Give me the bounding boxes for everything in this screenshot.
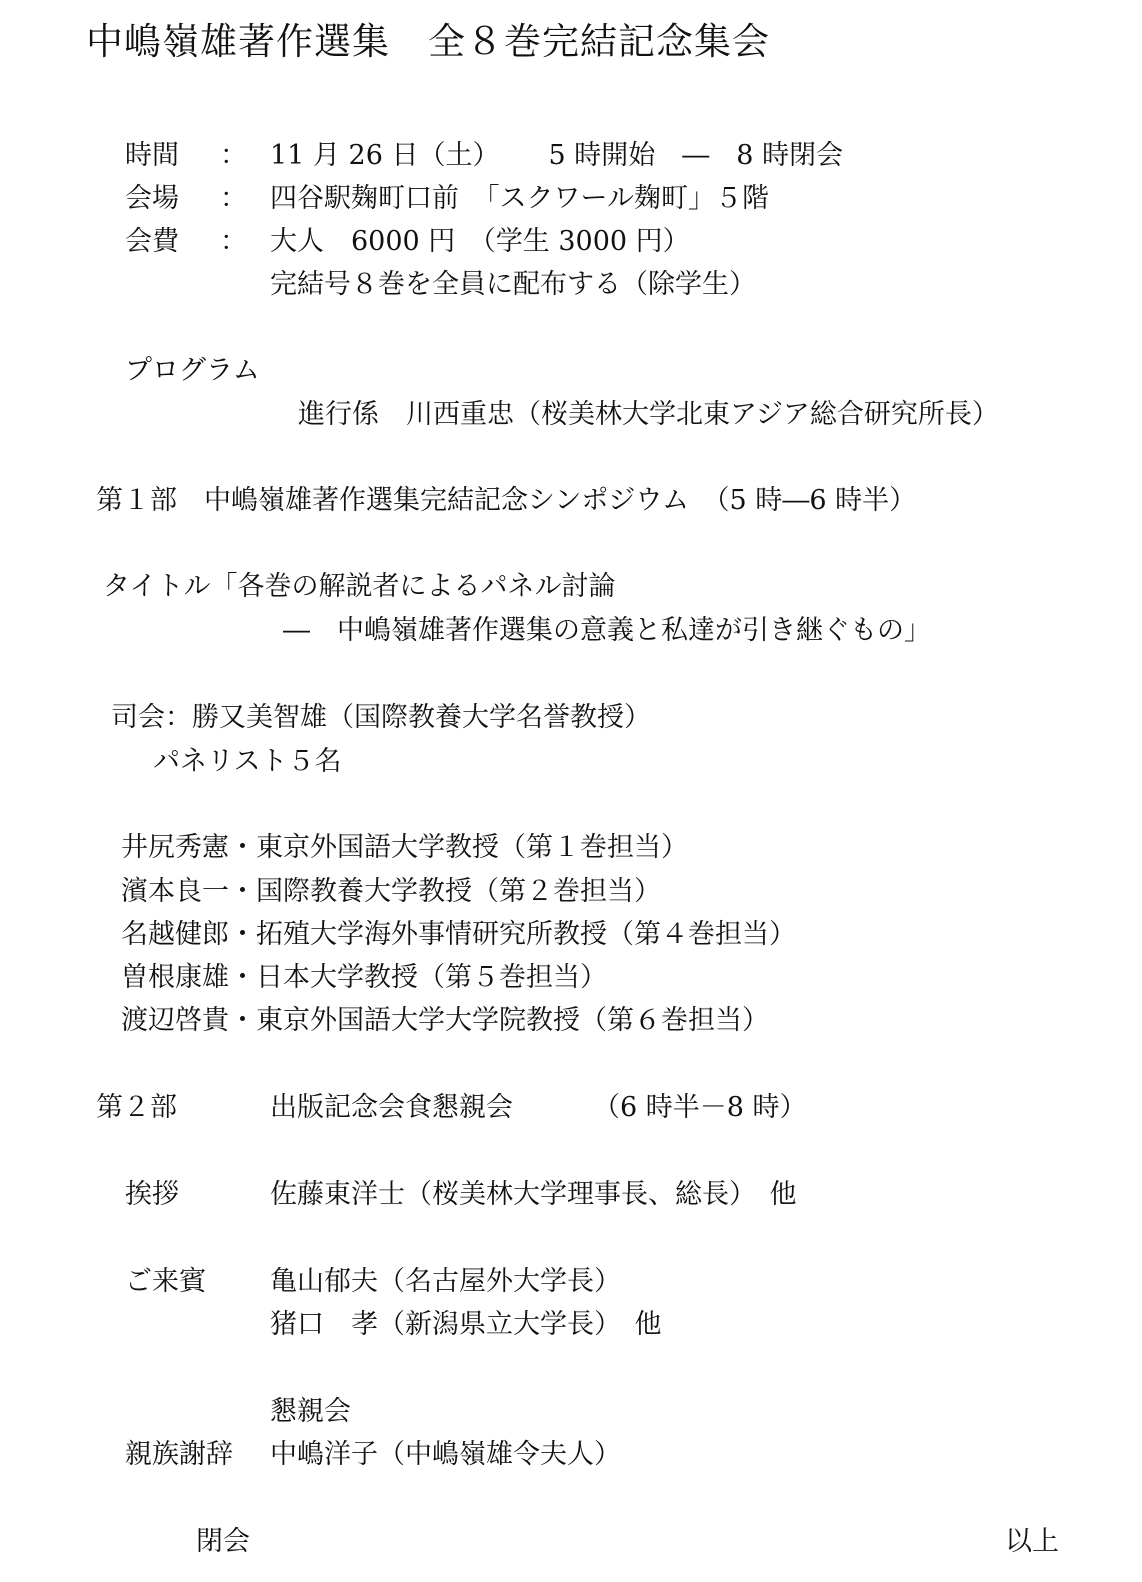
guests-label: ご来賓: [125, 1266, 206, 1297]
guest-item: 猪口 孝（新潟県立大学長） 他: [270, 1309, 662, 1340]
fee-note: 完結号８巻を全員に配布する（除学生）: [270, 269, 756, 300]
program-moderator: 進行係 川西重忠（桜美林大学北東アジア総合研究所長）: [298, 399, 999, 430]
symposium-title-line2: ― 中嶋嶺雄著作選集の意義と私達が引き継ぐもの」: [283, 615, 931, 646]
time-colon: ：: [220, 140, 247, 171]
page-title: 中嶋嶺雄著作選集 全８巻完結記念集会: [86, 20, 770, 63]
guest-item: 亀山郁夫（名古屋外大学長）: [270, 1266, 621, 1297]
part2-time: （6 時半－8 時）: [593, 1092, 807, 1123]
symposium-title-line1: タイトル「各巻の解説者によるパネル討論: [103, 571, 616, 602]
fee-value: 大人 6000 円 （学生 3000 円）: [270, 226, 690, 257]
greeting-value: 佐藤東洋士（桜美林大学理事長、総長） 他: [270, 1179, 797, 1210]
fee-colon: ：: [220, 226, 247, 257]
end-mark: 以上: [1005, 1526, 1059, 1557]
family-value: 中嶋洋子（中嶋嶺雄令夫人）: [270, 1439, 621, 1470]
part1-heading: 第１部 中嶋嶺雄著作選集完結記念シンポジウム （5 時―6 時半）: [96, 485, 917, 516]
panelist-item: 名越健郎・拓殖大学海外事情研究所教授（第４巻担当）: [121, 919, 796, 950]
greeting-label: 挨拶: [125, 1179, 179, 1210]
part2-heading: 第２部: [96, 1092, 177, 1123]
panelist-item: 濱本良一・国際教養大学教授（第２巻担当）: [121, 876, 661, 907]
part2-event: 出版記念会食懇親会: [270, 1092, 513, 1123]
fee-label: 会費: [125, 226, 179, 257]
panelist-item: 井尻秀憲・東京外国語大学教授（第１巻担当）: [121, 832, 688, 863]
venue-label: 会場: [125, 183, 179, 214]
panelist-item: 渡辺啓貴・東京外国語大学大学院教授（第６巻担当）: [121, 1005, 769, 1036]
panelist-item: 曽根康雄・日本大学教授（第５巻担当）: [121, 962, 607, 993]
chair: 司会：勝又美智雄（国際教養大学名誉教授）: [111, 702, 651, 733]
time-label: 時間: [125, 140, 179, 171]
reception-label: 懇親会: [270, 1396, 351, 1427]
venue-colon: ：: [220, 183, 247, 214]
program-heading: プログラム: [125, 355, 260, 386]
panelists-heading: パネリスト５名: [153, 746, 342, 777]
closing-label: 閉会: [196, 1526, 250, 1557]
family-label: 親族謝辞: [125, 1439, 233, 1470]
time-value: 11 月 26 日（土） 5 時開始 ― 8 時閉会: [270, 140, 844, 171]
venue-value: 四谷駅麹町口前 「スクワール麹町」５階: [270, 183, 769, 214]
